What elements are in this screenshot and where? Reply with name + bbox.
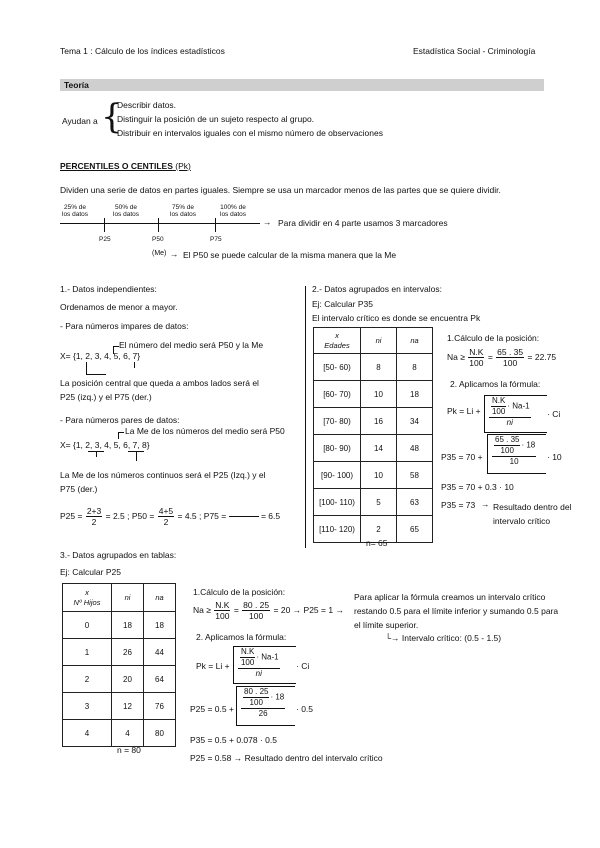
s3-n: n = 80	[117, 745, 141, 755]
s2-p35-inner: $\frac{65 . 35}{100}$ · 18 10	[491, 435, 537, 467]
p-label: P50	[152, 236, 164, 243]
s3-p25-inner: $\frac{80 . 25}{100}$ · 18 26	[240, 687, 286, 719]
teoria-title: Teoría	[64, 80, 89, 90]
pares-text: La Me de los números continuos será el P25 (Izq.) y el	[60, 470, 266, 480]
p-label: P25	[99, 236, 111, 243]
s3-interval: └→ Intervalo crítico: (0.5 - 1.5)	[385, 633, 502, 643]
s3-title: 3.- Datos agrupados en tablas:	[60, 550, 177, 560]
s1-formulas: P25 = $\frac{2+3}{2}$ = 2.5 ; P50 = $\frac{4+5}{2}$ = 4.5 ; P75 = = 6.5	[60, 506, 281, 528]
s2-ci-val: · 10	[547, 452, 562, 462]
tick	[215, 218, 216, 232]
s2-crit: El intervalo crítico es donde se encuentra Pk	[312, 313, 481, 323]
s2-p35-label: P35 = 70 +	[441, 452, 483, 462]
s1-pares-title: - Para números pares de datos:	[60, 415, 180, 425]
s3-p25-a: P35 = 0.5 + 0.078 · 0.5	[190, 735, 277, 745]
s3-note: Para aplicar la fórmula creamos un intervalo crítico	[354, 592, 546, 602]
s2-ej: Ej: Calcular P35	[312, 299, 373, 309]
mark-label: 100% de los datos	[220, 204, 247, 218]
s1-title: 1.- Datos independientes:	[60, 284, 157, 294]
s3-pk-inner: $\frac{N.K}{100}$ · Na-1 ni	[237, 647, 281, 679]
arrow-icon: →	[481, 499, 490, 509]
s2-pk-inner: $\frac{N.K}{100}$ · Na-1 ni	[488, 396, 532, 428]
pointer-line	[134, 362, 135, 368]
s3-p25-b: P25 = 0.58 → Resultado dentro del intervalo crítico	[190, 753, 383, 763]
p-label: P75	[210, 236, 222, 243]
s3-p25-label: P25 = 0.5 +	[190, 704, 234, 714]
pointer-line	[118, 432, 124, 433]
s2-step2: 2. Aplicamos la fórmula:	[450, 379, 541, 389]
s3-note: restando 0.5 para el límite inferior y sumando 0.5 para	[354, 606, 559, 616]
table-row: [60- 70) 10 18	[314, 381, 433, 408]
teoria-item: Describir datos.	[117, 100, 177, 110]
s3-note: el límite superior.	[354, 620, 419, 630]
s3-ej: Ej: Calcular P25	[60, 567, 121, 577]
impares-text: P25 (izq.) y el P75 (der.)	[60, 392, 152, 402]
line-note: Para dividir en 4 parte usamos 3 marcadores	[278, 218, 448, 228]
pointer-line	[96, 451, 97, 457]
ayudan-label: Ayudan a	[62, 116, 98, 126]
arrow-icon: →	[263, 217, 272, 227]
section-teoria	[60, 79, 544, 91]
teoria-item: Distribuir en intervalos iguales con el mismo número de observaciones	[117, 128, 383, 138]
s2-ci: · Ci	[547, 409, 561, 419]
pares-set: X= {1, 2, 3, 4, 5, 6, 7, 8}	[60, 440, 150, 450]
s3-table	[62, 583, 176, 747]
table-row: [80- 90) 14 48	[314, 435, 433, 462]
s2-n: n= 65	[366, 538, 388, 548]
number-line	[60, 223, 260, 224]
percentiles-intro: Dividen una serie de datos en partes iguales. Siempre se usa un marcador menos de las partes que se quiere dividir.	[60, 185, 501, 195]
table-row: [100- 110) 5 63	[314, 489, 433, 516]
s1-order: Ordenamos de menor a mayor.	[60, 302, 178, 312]
tick	[104, 218, 105, 232]
s2-res-note: intervalo crítico	[493, 516, 551, 526]
pointer-line	[86, 362, 87, 374]
table-row: 2 20 64	[63, 666, 176, 693]
impares-note: El número del medio será P50 y la Me	[119, 340, 264, 350]
table-row: 3 12 76	[63, 693, 176, 720]
s2-p35-a: P35 = 70 + 0.3 · 10	[441, 482, 514, 492]
impares-text: La posición central que queda a ambos lados será el	[60, 378, 259, 388]
mark-label: 50% de los datos	[113, 204, 140, 218]
table-row: 0 18 18	[63, 612, 176, 639]
header-left: Tema 1 : Cálculo de los índices estadísticos	[60, 46, 225, 56]
table-row: 1 26 44	[63, 639, 176, 666]
s2-step1: 1.Cálculo de la posición:	[447, 333, 540, 343]
brace-icon: {	[101, 97, 123, 137]
header-right: Estadística Social - Criminología	[413, 46, 536, 56]
s2-na-formula: Na ≥ $\frac{N.K}{100}$ = $\frac{65 . 35}{100}$ = 22.75	[447, 347, 557, 369]
table-row: [50- 60) 8 8	[314, 354, 433, 381]
pares-note: La Me de los números del medio será P50	[125, 426, 285, 436]
arrow-icon: →	[170, 249, 179, 259]
divider	[305, 286, 306, 548]
teoria-item: Distinguir la posición de un sujeto respecto al grupo.	[117, 114, 315, 124]
s2-res-note: Resultado dentro del	[493, 502, 572, 512]
s3-step1: 1.Cálculo de la posición:	[193, 587, 286, 597]
table-row: [70- 80) 16 34	[314, 408, 433, 435]
impares-set: X= {1, 2, 3, 4, 5, 6, 7}	[60, 351, 141, 361]
mark-label: 25% de los datos	[62, 204, 89, 218]
mark-label: 75% de los datos	[170, 204, 197, 218]
s2-title: 2.- Datos agrupados en intervalos:	[312, 284, 442, 294]
pointer-line	[118, 432, 119, 439]
s2-pk-formula: Pk = Li +	[447, 406, 481, 416]
table-header: x Edades ni na	[314, 328, 433, 354]
s2-p35-b: P35 = 73	[441, 500, 476, 510]
percentiles-title: PERCENTILES O CENTILES (Pk)	[60, 161, 191, 171]
table-row: [110- 120) 2 65	[314, 516, 433, 543]
pointer-line	[136, 451, 137, 461]
s2-table	[313, 327, 433, 543]
s3-ci-val: · 0.5	[296, 704, 314, 714]
s3-ci: · Ci	[296, 661, 310, 671]
s3-pk: Pk = Li +	[196, 661, 230, 671]
table-row: 4 4 80	[63, 720, 176, 747]
me-label: (Me)	[152, 250, 167, 257]
table-header: x Nº Hijos ni na	[63, 584, 176, 612]
table-row: [90- 100) 10 58	[314, 462, 433, 489]
me-note: El P50 se puede calcular de la misma manera que la Me	[183, 250, 397, 260]
s3-step2: 2. Aplicamos la fórmula:	[196, 632, 287, 642]
tick	[158, 218, 159, 232]
s3-na-formula: Na ≥ $\frac{N.K}{100}$ = $\frac{80 . 25}{100}$ = 20 → P25 = 1 →	[193, 600, 344, 622]
pares-text: P75 (der.)	[60, 484, 98, 494]
pointer-line	[86, 374, 106, 375]
s1-impares-title: - Para números impares de datos:	[60, 321, 189, 331]
